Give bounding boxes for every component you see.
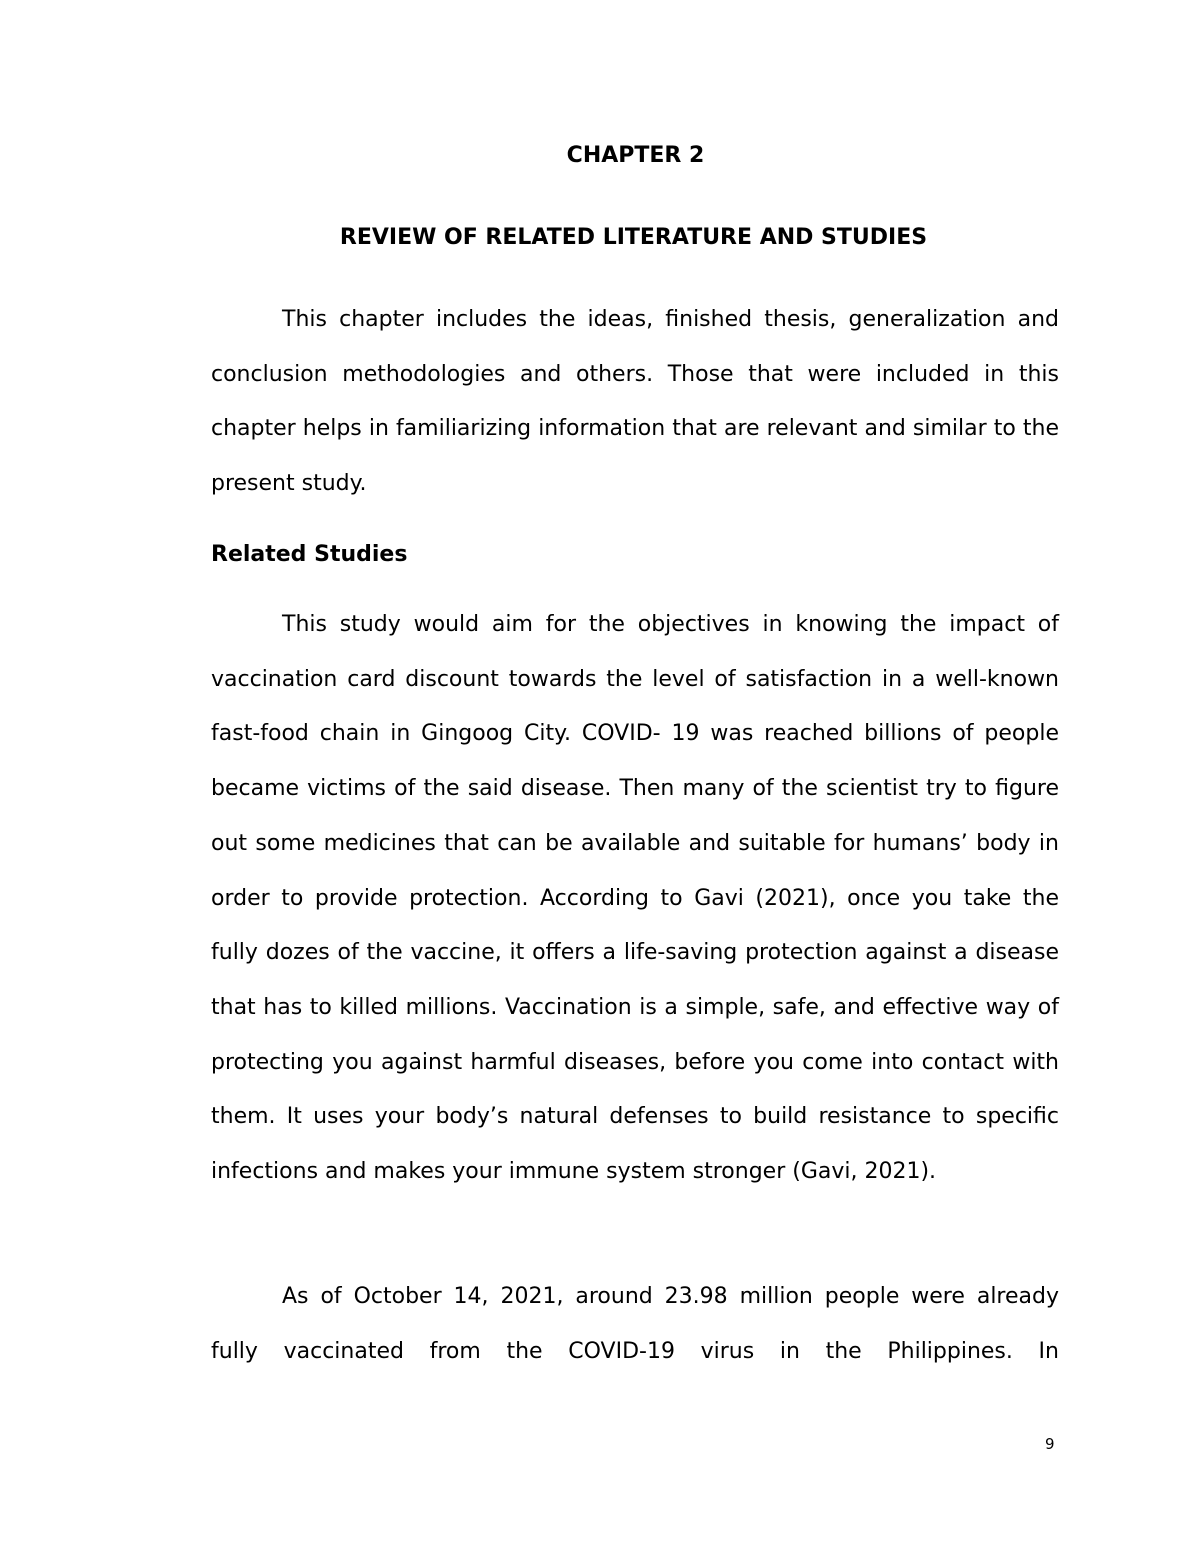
vaccination-stats-block [211, 1270, 1059, 1379]
intro-paragraph: This chapter includes the ideas, finished thesis, generalization and conclusion methodologies and others. Those that were included in this chapter helps in familiarizing information that are relevant and similar to the present study. [211, 307, 1059, 497]
intro-paragraph-block [211, 293, 1059, 512]
related-studies-block [211, 598, 1059, 1200]
related-studies-paragraph: This study would aim for the objectives in knowing the impact of vaccination card discount towards the level of satisfaction in a well-known fast-food chain in Gingoog City. COVID- 19 was reached billions of people became victims of the said disease. Then many of the scientist try to figure out some medicines that can be available and suitable for humans’ body in order to provide protection. According to Gavi (2021), once you take the fully dozes of the vaccine, it offers a life-saving protection against a disease that has to killed millions. Vaccination is a simple, safe, and effective way of protecting you against harmful diseases, before you come into contact with them. It uses your body’s natural defenses to build resistance to specific infections and makes your immune system stronger (Gavi, 2021). [211, 612, 1059, 1185]
vaccination-stats-paragraph: As of October 14, 2021, around 23.98 million people were already fully vaccinated from the COVID-19 virus in the Philippines. In [211, 1284, 1059, 1364]
section-heading: Related Studies [211, 542, 408, 567]
page-number: 9 [1045, 1435, 1055, 1453]
chapter-number: CHAPTER 2 [566, 143, 705, 168]
chapter-title: REVIEW OF RELATED LITERATURE AND STUDIES [339, 225, 928, 250]
